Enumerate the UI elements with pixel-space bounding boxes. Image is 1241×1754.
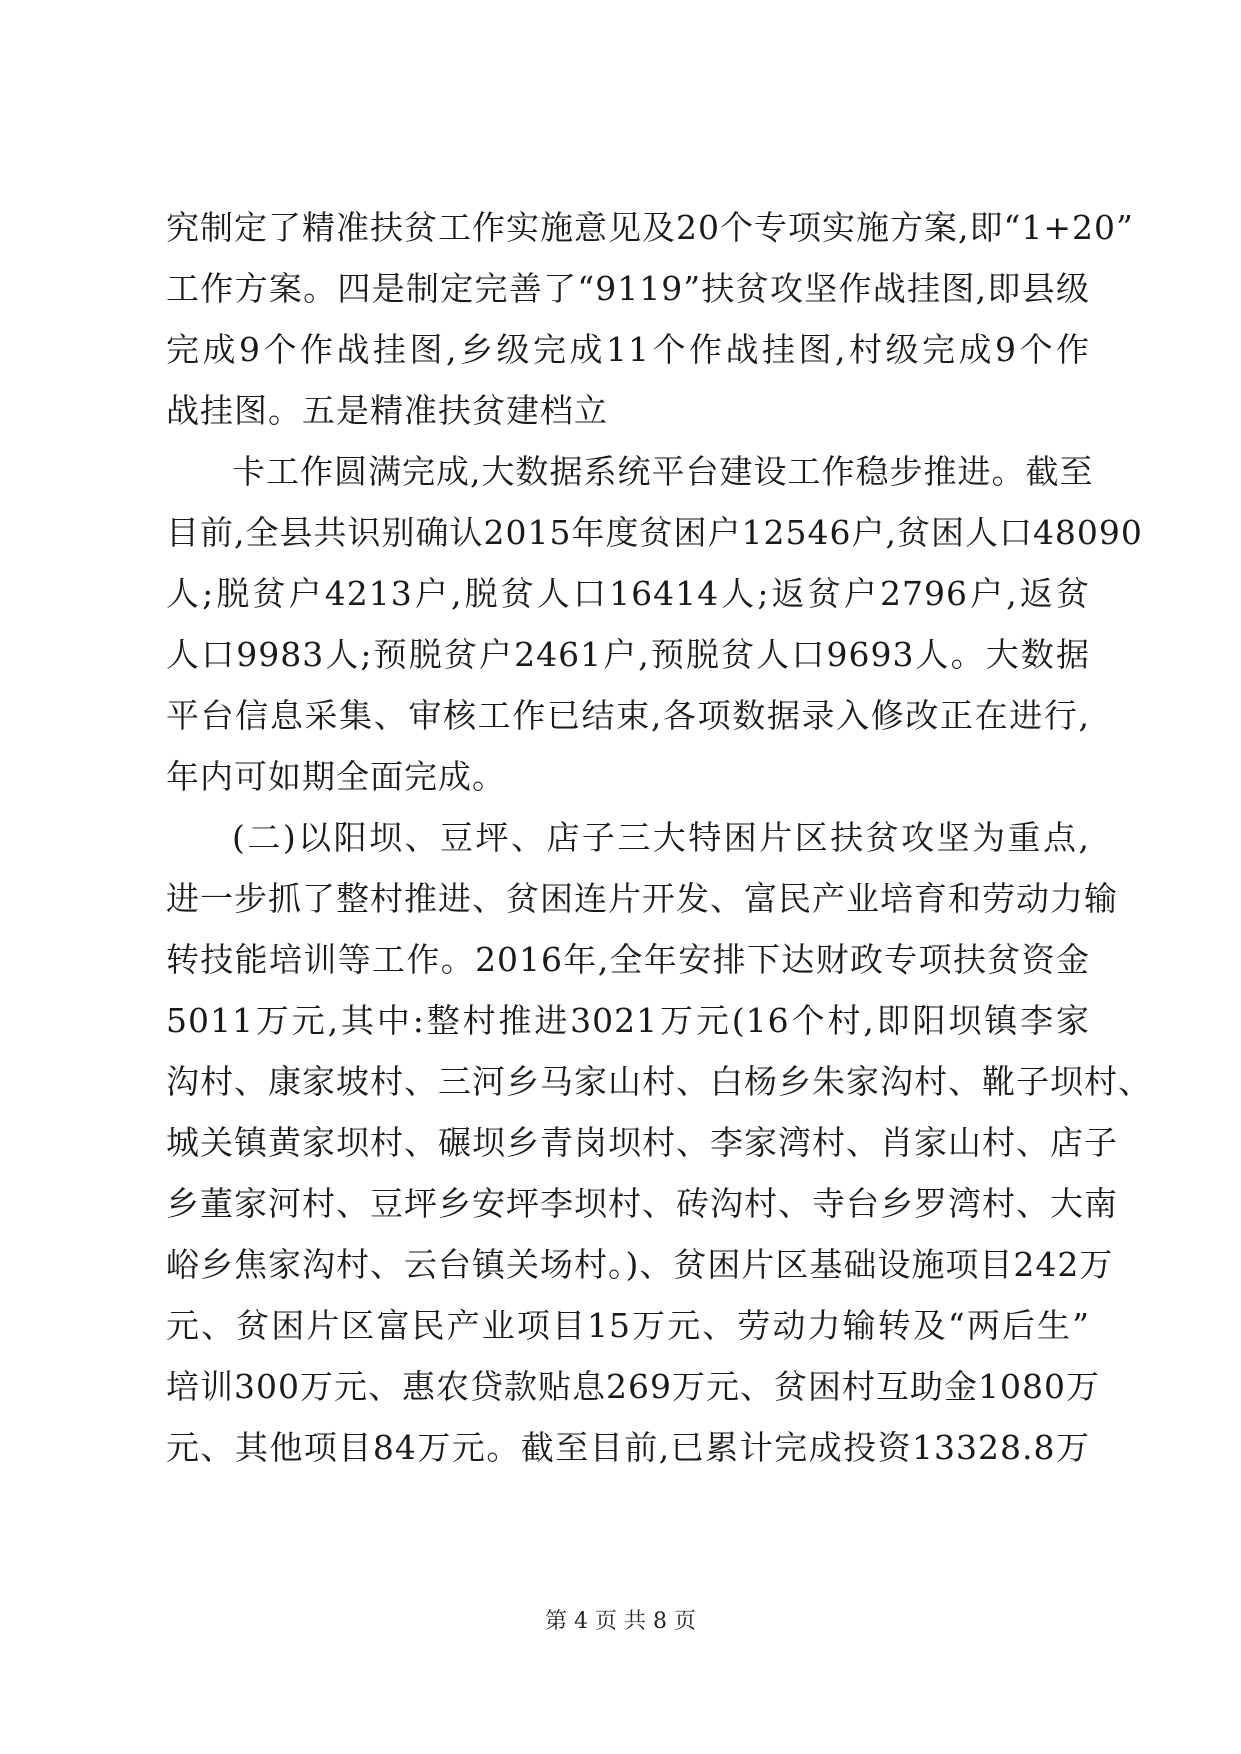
text-line: 人;脱贫户4213户,脱贫人口16414人;返贫户2796户,返贫 bbox=[166, 574, 1090, 613]
text-line: 元、其他项目84万元。截至目前,已累计完成投资13328.8万 bbox=[166, 1428, 1090, 1467]
text-line: 目前,全县共识别确认2015年度贫困户12546户,贫困人口48090 bbox=[166, 513, 1143, 552]
text-line: 沟村、康家坡村、三河乡马家山村、白杨乡朱家沟村、靴子坝村、 bbox=[166, 1062, 1152, 1101]
text-line: 5011万元,其中:整村推进3021万元(16个村,即阳坝镇李家 bbox=[166, 1001, 1090, 1040]
text-line: 完成9个作战挂图,乡级完成11个作战挂图,村级完成9个作 bbox=[166, 330, 1090, 369]
text-line: 进一步抓了整村推进、贫困连片开发、富民产业培育和劳动力输 bbox=[166, 879, 1118, 918]
text-line: 年内可如期全面完成。 bbox=[166, 757, 506, 796]
text-line: 转技能培训等工作。2016年,全年安排下达财政专项扶贫资金 bbox=[166, 940, 1090, 979]
text-line: 战挂图。五是精准扶贫建档立 bbox=[166, 391, 608, 430]
paragraph-first-line: 卡工作圆满完成,大数据系统平台建设工作稳步推进。截至 bbox=[232, 452, 1094, 491]
text-line: 究制定了精准扶贫工作实施意见及20个专项实施方案,即“1+20” bbox=[166, 208, 1134, 247]
page-footer: 第 4 页 共 8 页 bbox=[545, 1609, 696, 1634]
text-line: 平台信息采集、审核工作已结束,各项数据录入修改正在进行, bbox=[166, 696, 1090, 735]
text-line: 培训300万元、惠农贷款贴息269万元、贫困村互助金1080万 bbox=[166, 1367, 1100, 1406]
paragraph-first-line: (二)以阳坝、豆坪、店子三大特困片区扶贫攻坚为重点, bbox=[232, 818, 1090, 857]
text-line: 峪乡焦家沟村、云台镇关场村。)、贫困片区基础设施项目242万 bbox=[166, 1245, 1114, 1284]
text-line: 城关镇黄家坝村、碾坝乡青岗坝村、李家湾村、肖家山村、店子 bbox=[166, 1123, 1118, 1162]
text-line: 乡董家河村、豆坪乡安坪李坝村、砖沟村、寺台乡罗湾村、大南 bbox=[166, 1184, 1118, 1223]
text-line: 人口9983人;预脱贫户2461户,预脱贫人口9693人。大数据 bbox=[166, 635, 1090, 674]
text-line: 工作方案。四是制定完善了“9119”扶贫攻坚作战挂图,即县级 bbox=[166, 269, 1090, 308]
text-line: 元、贫困片区富民产业项目15万元、劳动力输转及“两后生” bbox=[166, 1306, 1090, 1345]
